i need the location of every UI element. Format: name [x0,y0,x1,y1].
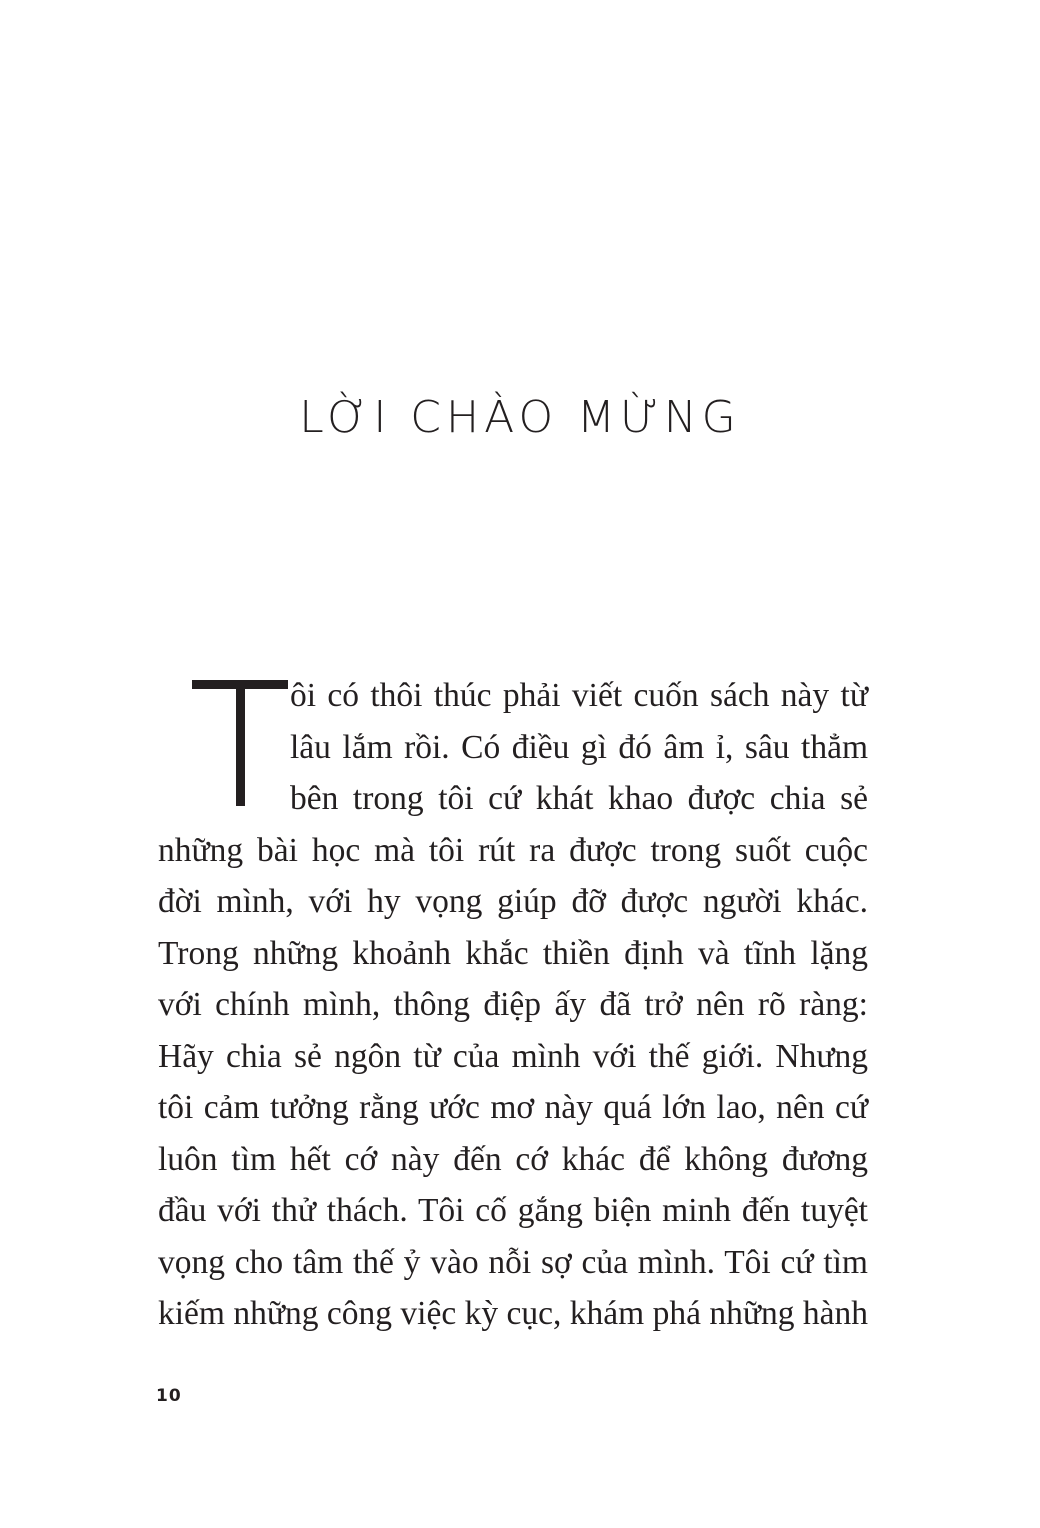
body-paragraph [158,670,868,1340]
chapter-title: LỜI CHÀO MỪNG [299,392,741,443]
text-line: kiếm những công việc kỳ cục, khám phá những hành [158,1295,868,1332]
text-line: bên trong tôi cứ khát khao được chia sẻ [290,780,868,817]
text-line: lâu lắm rồi. Có điều gì đó âm ỉ, sâu thẳm [290,728,868,766]
text-line: đời mình, với hy vọng giúp đỡ được người khác. [158,883,868,920]
text-line: đầu với thử thách. Tôi cố gắng biện minh đến tuyệt [158,1192,868,1229]
text-line: Trong những khoảnh khắc thiền định và tĩnh lặng [158,934,868,972]
text-line: vọng cho tâm thế ỷ vào nỗi sợ của mình. Tôi cứ tìm [158,1243,868,1281]
page-number: 10 [156,1386,182,1406]
text-line: những bài học mà tôi rút ra được trong suốt cuộc [158,831,868,869]
text-line: tôi cảm tưởng rằng ước mơ này quá lớn lao, nên cứ [158,1089,868,1126]
text-line: luôn tìm hết cớ này đến cớ khác để không đương [158,1140,868,1178]
text-line: Hãy chia sẻ ngôn từ của mình với thế giới. Nhưng [158,1037,868,1075]
text-line: ôi có thôi thúc phải viết cuốn sách này từ [290,677,868,714]
text-line: với chính mình, thông điệp ấy đã trở nên rõ ràng: [158,986,868,1023]
